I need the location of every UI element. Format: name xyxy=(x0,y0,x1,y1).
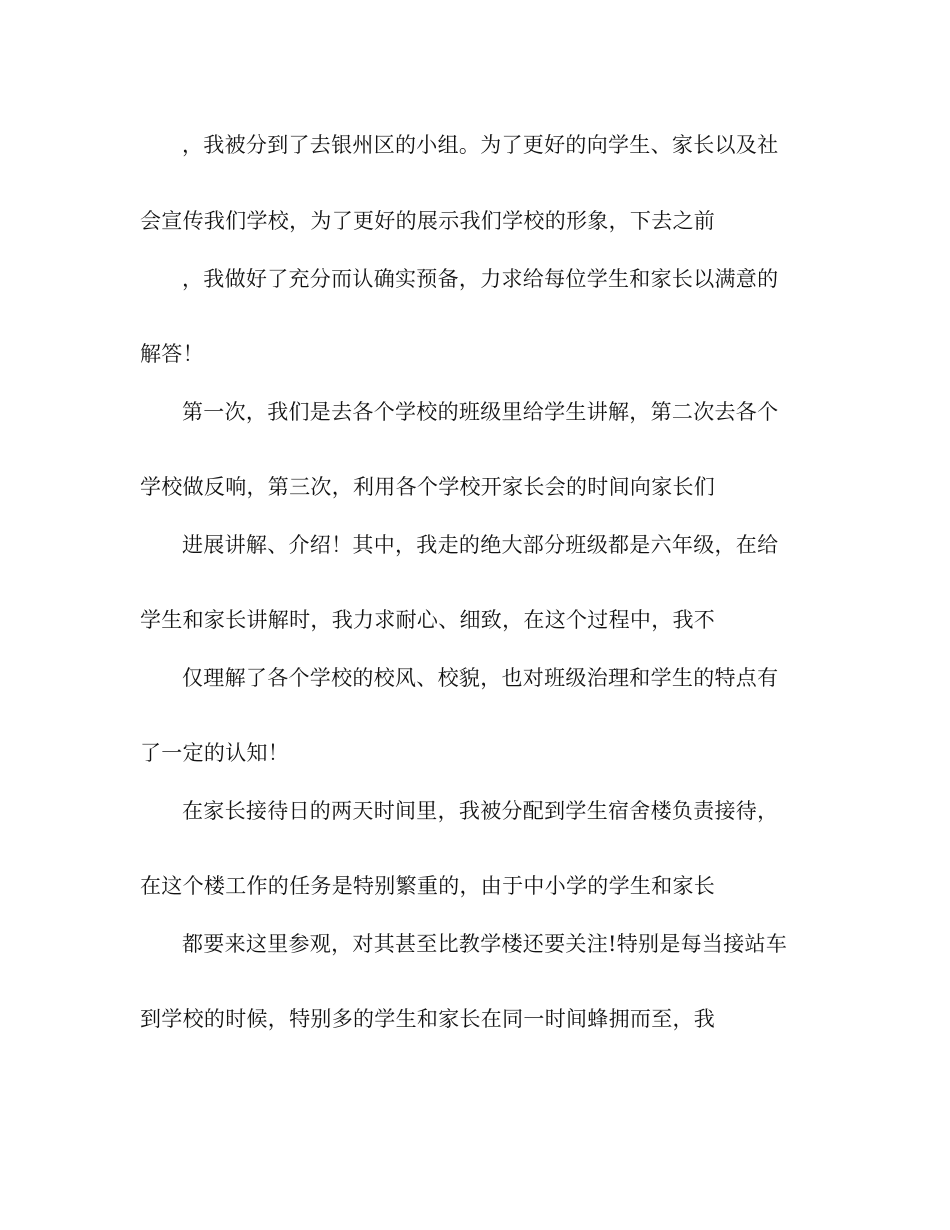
text-line: 到学校的时候，特别多的学生和家长在同一时间蜂拥而至，我 xyxy=(140,1007,716,1031)
text-line: 仅理解了各个学校的校风、校貌，也对班级治理和学生的特点有 xyxy=(182,666,779,690)
text-line: ，我做好了充分而认确实预备，力求给每位学生和家长以满意的 xyxy=(182,267,779,291)
text-line: 解答！ xyxy=(140,342,204,366)
text-line: 了一定的认知！ xyxy=(140,741,290,765)
text-line: 在这个楼工作的任务是特别繁重的，由于中小学的学生和家长 xyxy=(140,874,716,898)
text-line: 学生和家长讲解时，我力求耐心、细致，在这个过程中，我不 xyxy=(140,608,716,632)
text-line: 在家长接待日的两天时间里，我被分配到学生宿舍楼负责接待， xyxy=(182,799,779,823)
text-line: 学校做反响，第三次，利用各个学校开家长会的时间向家长们 xyxy=(140,475,716,499)
text-line: 会宣传我们学校，为了更好的展示我们学校的形象，下去之前 xyxy=(140,209,716,233)
text-line: ，我被分到了去银州区的小组。为了更好的向学生、家长以及社 xyxy=(182,133,779,157)
text-line: 都要来这里参观，对其甚至比教学楼还要关注!特别是每当接站车 xyxy=(182,932,788,956)
text-line: 进展讲解、介绍！其中，我走的绝大部分班级都是六年级，在给 xyxy=(182,533,779,557)
text-line: 第一次，我们是去各个学校的班级里给学生讲解，第二次去各个 xyxy=(182,400,779,424)
